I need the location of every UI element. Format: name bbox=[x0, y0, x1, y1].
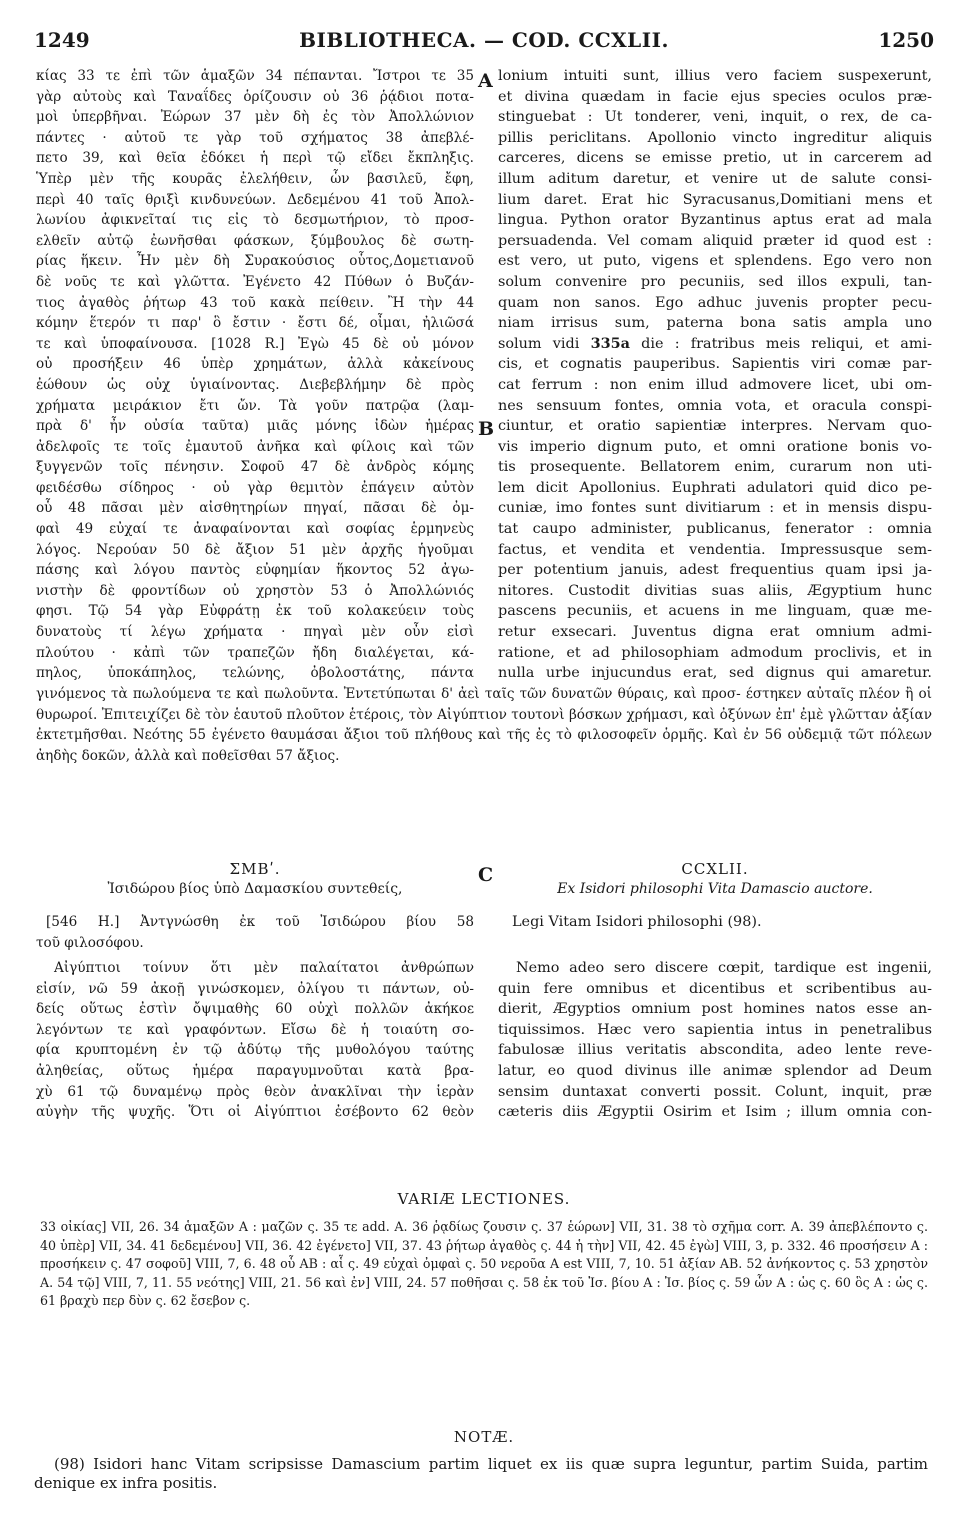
text-line: pillis periclitans. Apollonio vincto ingreditur aliquis bbox=[498, 129, 932, 146]
text-line: solum vidi 335a die : fratribus meis reliqui, et ami- bbox=[498, 334, 932, 352]
text-line: δὲ νοῦς τε καὶ γλῶττα. Ἐγένετο 42 Πύθων ὁ Βυζάν- bbox=[36, 273, 474, 290]
text-line: persuadenda. Vel comam aliquid præter id quod est : bbox=[498, 232, 932, 249]
text-line: ἀληθείας, οὕτως ἡμέρα παραγυμνοῦται κατὰ βρα- bbox=[36, 1062, 474, 1079]
latin-legi-text: Legi Vitam Isidori philosophi (98). bbox=[512, 914, 762, 930]
text-line: φαὶ 49 εὐχαί τε ἀναφαίνονται καὶ σοφίας ἑρμηνεὺς bbox=[36, 521, 474, 538]
text-line: latur, eo quod divinus ille animæ splendor ad Deum bbox=[498, 1062, 932, 1079]
text-line: πάντες · αὐτοῦ τε γὰρ τοῦ σχήματος 38 ἀπεβλέ- bbox=[36, 129, 474, 146]
left-page-number: 1249 bbox=[34, 28, 90, 52]
latin-section-heading bbox=[498, 860, 932, 897]
text-line: quam non sanos. Ego adhuc juvenis propter pecu- bbox=[498, 294, 932, 311]
text-line: φία κρυπτομένη ἐν τῷ ἀδύτῳ τῆς μυθολόγου ταύτης bbox=[36, 1042, 474, 1059]
text-line: χρήματα μειράκιον ἔτι ὤν. Τὰ γοῦν πατρῷα (λαμ- bbox=[36, 397, 474, 414]
text-line: δείς οὕτως ἐστὶν ὄψιμαθὴς 60 οὐχὶ πολλῶν ἀκήκοε bbox=[36, 1001, 474, 1018]
text-line: χὺ 61 τῷ δυναμένῳ πρὸς θεὸν ἀνακλῖναι τὴν ἱερὰν bbox=[36, 1083, 474, 1100]
text-line: vis imperio dignum puto, et omni oratione bonis vo- bbox=[498, 438, 932, 455]
text-line: dierit, Ægyptios omnium post homines natos esse an- bbox=[498, 1001, 932, 1018]
text-line: niam irrisus sum, paterna bona satis ampla uno bbox=[498, 315, 932, 332]
running-header bbox=[34, 28, 934, 54]
text-line: solum convenire pro pecuniis, sed illos expuli, tan- bbox=[498, 273, 932, 290]
text-line: πάσης καὶ λόγου παντὸς εὐφημίαν ἥκοντος 52 ἀγω- bbox=[36, 562, 474, 579]
text-line: ratione, et ad philosophiam admodum proclivis, et in bbox=[498, 644, 932, 661]
text-line: τιος ἀγαθὸς ῥήτωρ 43 τοῦ κακὰ πείθειν. Ἢ τὴν 44 bbox=[36, 294, 474, 311]
latin-section-title: Ex Isidori philosophi Vita Damascio auctore. bbox=[557, 881, 873, 897]
text-line: πηλος, ὑποκάπηλος, τελώνης, ὀβολοστάτης, πάντα bbox=[36, 665, 474, 682]
text-line: tat caupo administer, publicanus, fenerator : omnia bbox=[498, 521, 932, 538]
greek-section-title: Ἰσιδώρου βίος ὑπὸ Δαμασκίου συντεθείς, bbox=[107, 881, 403, 897]
text-line: illum aditum daretur, et venire ut de salute consi- bbox=[498, 170, 932, 187]
text-line: γὰρ αὐτοὺς καὶ Ταναΐδες ὁρίζουσιν οὐ 36 ῥᾴδιοι ποτα- bbox=[36, 88, 474, 105]
text-line: ἀδελφοῖς τε τοῖς ἐμαυτοῦ ἀνῆκα καὶ φίλοις καὶ τῶν bbox=[36, 438, 474, 455]
margin-marker-a: A bbox=[478, 70, 493, 92]
greek-section-number: ΣΜΒʹ. bbox=[229, 860, 281, 878]
text-line: ἐώθουν ὡς οὐχ ὑγιαίνοντας. Διεβεβλήμην δὲ πρὸς bbox=[36, 376, 474, 393]
latin-intro bbox=[498, 912, 932, 933]
latin-column-top bbox=[498, 66, 932, 684]
text-line: cis, et cognatis pauperibus. Sapientis viri comæ par- bbox=[498, 356, 932, 373]
text-line: nitores. Custodit divitias suas aliis, Ægyptium hunc bbox=[498, 582, 932, 599]
text-line: Αἰγύπτιοι τοίνυν ὅτι μὲν παλαίτατοι ἀνθρώπων bbox=[54, 960, 474, 976]
greek-column-bottom bbox=[36, 958, 474, 1123]
notes-text: (98) Isidori hanc Vitam scripsisse Damascium partim liquet ex iis quæ supra leguntur, partim Suida, partim denique ex infra positis. bbox=[34, 1455, 928, 1492]
margin-marker-b: B bbox=[478, 418, 495, 440]
text-line: αὐγὴν τῆς ψυχῆς. Ὅτι οἱ Αἰγύπτιοι ἐσέβοντο 62 θεὸν bbox=[36, 1104, 474, 1121]
text-line: quin fere omnibus et dicentibus et scribentibus au- bbox=[498, 980, 932, 997]
text-line: stinguebat : Ut tonderer, veni, inquit, o rex, de ca- bbox=[498, 109, 932, 126]
text-line: cæteris diis Ægyptii Osirim et Isim ; illum omnia con- bbox=[498, 1104, 932, 1121]
text-line: lium daret. Erat hic Syracusanus,Domitiani mens et bbox=[498, 191, 932, 208]
greek-intro-line-2: τοῦ φιλοσόφου. bbox=[36, 934, 144, 951]
text-line: sensim duntaxat converti possit. Colunt, inquit, præ bbox=[498, 1083, 932, 1100]
text-line: factus, et vendita et vendentia. Impressusque sem- bbox=[498, 541, 932, 558]
latin-section-number: CCXLII. bbox=[681, 860, 749, 878]
variae-lectiones-text: 33 οἰκίας] VII, 26. 34 ἁμαξῶν A : μαζῶν ς. 35 τε add. A. 36 ῥᾳδίως ζουσιν ς. 37 ἑώρων] VII, 31. 38 τὸ σχῆμα corr. A. 39 ἀπεβλέποντο ς. 40 ὑπὲρ] VII, 34. 41 δεδεμένου] VII, 36. 42 ἐγένετο] VII, 37. 43 ῥήτωρ ἀγαθὸς ς. 44 ἡ τὴν] VII, 42. 45 ἐγὼ] VIII, 3, p. 332. 46 προσήσειν A : προσήκειν ς. 47 σοφοῦ] VIII, 7, 6. 48 οὗ AB : αἷ ς. 49 εὐχαὶ ὀμφαὶ ς. 50 νεροῦα A est VIII, 7, 10. 51 ἀξίαν AB. 52 ἀνήκοντος ς. 53 χρηστὸν A. 54 τῷ] VIII, 7, 11. 55 νεότης] VIII, 21. 56 καὶ ἐν] VIII, 24. 57 ποθῆσαι ς. 58 ἐκ τοῦ Ἰσ. βίου A : Ἰσ. βίος ς. 59 ὧν A : ὡς ς. 60 ὃς A : ὡς ς. 61 βραχὺ περ δὺν ς. 62 ἔσεβον ς. bbox=[40, 1219, 928, 1309]
text-line: λόγος. Νερούαν 50 δὲ ἄξιον 51 μὲν ἀρχῆς ἡγοῦμαι bbox=[36, 541, 474, 558]
margin-marker-c: C bbox=[478, 864, 494, 886]
text-line: lonium intuiti sunt, illius vero faciem suspexerunt, bbox=[498, 68, 932, 84]
text-line: φησι. Τῷ 54 γὰρ Εὐφράτῃ ἐκ τοῦ κολακεύειν τοὺς bbox=[36, 603, 474, 620]
latin-column-bottom bbox=[498, 958, 932, 1123]
text-line: φειδέσθω σίδηρος · οὐ γὰρ θεμιτὸν ἐπάγειν αὐτὸν bbox=[36, 479, 474, 496]
variae-lectiones-title: VARIÆ LECTIONES. bbox=[397, 1190, 571, 1208]
greek-intro-line-1: [546 H.] Ἀντγνώσθη ἐκ τοῦ Ἰσιδώρου βίου 58 bbox=[46, 914, 474, 930]
greek-intro bbox=[36, 912, 474, 953]
text-line: carceres, dicens se emisse pretio, ut in carcerem ad bbox=[498, 150, 932, 167]
greek-column-top bbox=[36, 66, 474, 684]
text-line: nulla urbe injucundus erat, sed dignus qui amaretur. bbox=[498, 665, 932, 682]
text-line: οὗ 48 πᾶσαι μὲν αἰσθητηρίων πηγαί, πᾶσαι δὲ ὀμ- bbox=[36, 500, 474, 517]
text-line: pascens pecuniis, et acuens in me linguam, quæ me- bbox=[498, 603, 932, 620]
text-line: τε καὶ ὑποφαίνουσα. [1028 R.] Ἐγὼ 45 δὲ οὐ μόνον bbox=[36, 335, 474, 352]
text-line: ciuntur, et oratio sapientiæ interpres. Nervam quo- bbox=[498, 418, 932, 435]
text-line: tiquissimos. Hæc vero sapientia intus in penetralibus bbox=[498, 1021, 932, 1038]
text-line: tis prosequente. Bellatorem enim, curarum non uti- bbox=[498, 459, 932, 476]
text-line: περὶ 40 ταῖς θριξὶ κινδυνεύων. Δεδεμένου 41 τοῦ Ἀπολ- bbox=[36, 191, 474, 208]
text-line: nes sensuum fontes, omnia vota, et oracula conspi- bbox=[498, 397, 932, 414]
text-line: λεγόντων τε καὶ γραφόντων. Εἴσω δὲ ἡ τοιαύτη σο- bbox=[36, 1021, 474, 1038]
text-line: est vero, ut puto, vigens et splendens. Ego vero non bbox=[498, 253, 932, 270]
text-line: et divina quædam in facie ejus species oculos præ- bbox=[498, 88, 932, 105]
text-line: πλούτου · κἀπὶ τῶν τραπεζῶν ἤδη διαλέγεται, κά- bbox=[36, 644, 474, 661]
text-line: νιστὴν δὲ φροντίδων οὐ χρηστὸν 53 ὁ Ἀπολλώνιός bbox=[36, 582, 474, 599]
text-line: Ὑπὲρ μὲν τῆς κουρᾶς ἐλελήθειν, ὧν βασιλεῦ, ἔφη, bbox=[36, 170, 474, 187]
text-line: fabulosæ illius veritatis abscondita, adeo lente reve- bbox=[498, 1042, 932, 1059]
text-line: εἰσίν, νῶ 59 ἀκοῇ γινώσκομεν, ὀλίγου τι πάντων, οὐ- bbox=[36, 980, 474, 997]
text-line: πρὰ δ' ἦν οὐσία ταῦτα) μιᾶς μόνης ἰδὼν ἡμέρας bbox=[36, 418, 474, 435]
page-title: BIBLIOTHECA. — COD. CCXLII. bbox=[299, 28, 669, 52]
text-line: οὐ προσήξειν 46 ὑπὲρ χρημάτων, ἀλλὰ κἀκείνους bbox=[36, 356, 474, 373]
text-line: ελθεῖν αὐτῷ ἐωνῆσθαι φάσκων, ξύμβουλος δὲ σωτη- bbox=[36, 232, 474, 249]
text-line: μοὶ ὑπερβῆναι. Ἐώρων 37 μὲν δὴ ἐς τὸν Ἀπολλώνιον bbox=[36, 109, 474, 126]
greek-section-heading bbox=[36, 860, 474, 897]
text-line: lingua. Python orator Byzantinus aptus erat ad mala bbox=[498, 212, 932, 229]
text-line: lem dicit Apollonius. Euphrati adulatori quid dico pe- bbox=[498, 479, 932, 496]
right-page-number: 1250 bbox=[878, 28, 934, 52]
greek-full-text: γινόμενος τὰ πωλούμενα τε καὶ πωλοῦντα. Ἐντετύπωται δ' ἀεὶ ταῖς τῶν δυνατῶν θύραις, καὶ προσ- έστηκεν αὐταῖς πλέον ἢ οἱ θυρωροί. Ἐπιτειχίζει δὲ τὸν ἑαυτοῦ πλοῦτον ἑτέροις, τὸν Αἰγύπτιον τουτονὶ βόσκων χρήμασι, καὶ ὀξύνων ἐπ' ἐμὲ γλῶτταν ἀξίαν ἐκτετμῆσθαι. Νεότης 55 ἐγένετο θαυμάσαι ἄξιοι τοῦ πλήθους καὶ τῆς ἐς τὸ φιλοσοφεῖν ὁρμῆς. Καὶ ἐν 56 οὐδεμιᾷ τῶτ πόλεων ἀηδὴς δοκῶν, ἀλλὰ καὶ ποθεῖσθαι 57 ἄξιος. bbox=[36, 686, 932, 764]
notes-title: NOTÆ. bbox=[453, 1428, 515, 1446]
latin-legi-line bbox=[498, 912, 932, 933]
text-line: Nemo adeo sero discere cœpit, tardique est ingenii, bbox=[516, 960, 932, 976]
text-line: λωνίου ἀφικνεῖταί τις εἰς τὸ δεσμωτήριον, τὸ προσ- bbox=[36, 212, 474, 229]
greek-full-width-paragraph bbox=[36, 684, 932, 766]
text-line: ρίας ἥκειν. Ἦν μὲν δὴ Συρακούσιος οὗτος,Δομετιανοῦ bbox=[36, 253, 474, 270]
text-line: ξυγγενῶν τοῖς πένησιν. Σοφοῦ 47 δὲ ἀνδρὸς κόμης bbox=[36, 459, 474, 476]
text-line: δυνατοὺς τί λέγω χρήματα · πηγαὶ μὲν οὖν εἰσὶ bbox=[36, 624, 474, 641]
text-line: κίας 33 τε ἐπὶ τῶν ἁμαξῶν 34 πέπανται. Ἴστροι τε 35 bbox=[36, 68, 474, 84]
text-line: cat ferrum : non enim illud admovere licet, ubi om- bbox=[498, 376, 932, 393]
text-line: πετο 39, καὶ θεῖα ἐδόκει ἡ περὶ τῷ εἴδει ἔκπληξις. bbox=[36, 150, 474, 167]
text-line: κόμην ἕτερόν τι παρ' ὃ ἔστιν · ἔστι δέ, οἶμαι, ἠλιῶσά bbox=[36, 315, 474, 332]
text-line: cuniæ, imo fontes sunt divitiarum : et in mensis dispu- bbox=[498, 500, 932, 517]
text-line: per potentium januis, adest frequentius quam ipsi ja- bbox=[498, 562, 932, 579]
text-line: retur exsecari. Juventus digna erat omnium admi- bbox=[498, 624, 932, 641]
folio-marker: 335a bbox=[590, 334, 630, 352]
